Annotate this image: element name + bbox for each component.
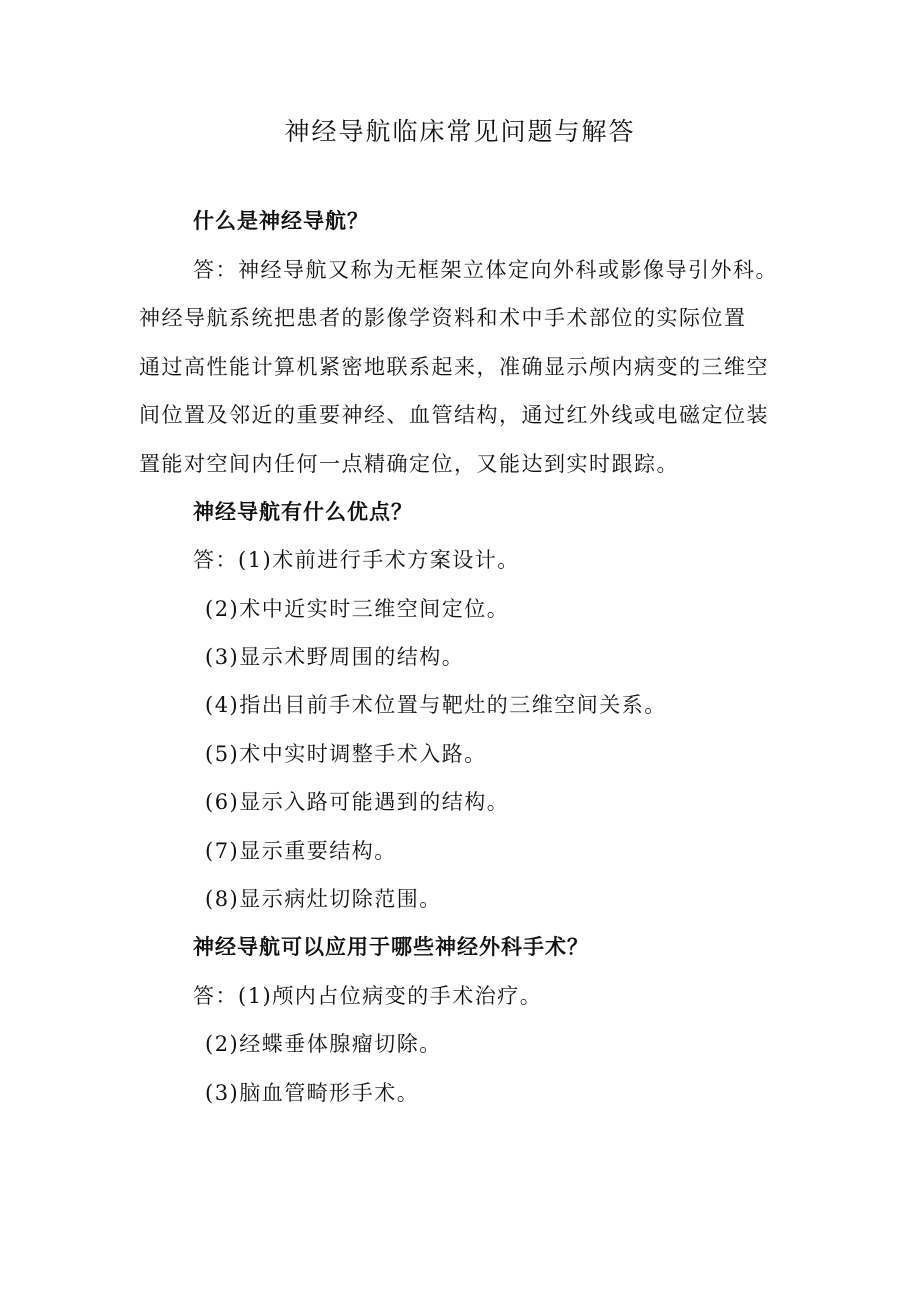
answer-line: 答：(1)术前进行手术方案设计。 (193, 548, 520, 572)
answer-line: (4)指出目前手术位置与靶灶的三维空间关系。 (205, 693, 667, 717)
question-heading: 什么是神经导航？ (193, 208, 369, 233)
answer-line: 神经导航系统把患者的影像学资料和术中手术部位的实际位置 (139, 306, 747, 330)
answer-line: (2)术中近实时三维空间定位。 (205, 597, 510, 621)
document-title: 神经导航临床常见问题与解答 (284, 117, 636, 146)
answer-line: 间位置及邻近的重要神经、血管结构，通过红外线或电磁定位装 (139, 403, 769, 427)
answer-line: 答：(1)颅内占位病变的手术治疗。 (193, 984, 543, 1008)
question-heading: 神经导航有什么优点？ (193, 499, 413, 524)
answer-line: (2)经蝶垂体腺瘤切除。 (205, 1032, 442, 1056)
answer-line: 通过高性能计算机紧密地联系起来，准确显示颅内病变的三维空 (139, 355, 769, 379)
question-heading: 神经导航可以应用于哪些神经外科手术？ (193, 934, 589, 959)
answer-line: (5)术中实时调整手术入路。 (205, 742, 487, 766)
answer-line: (3)脑血管畸形手术。 (205, 1081, 420, 1105)
answer-line: (7)显示重要结构。 (205, 839, 397, 863)
answer-line: (6)显示入路可能遇到的结构。 (205, 790, 510, 814)
answer-line: (8)显示病灶切除范围。 (205, 887, 442, 911)
answer-line: (3)显示术野周围的结构。 (205, 645, 465, 669)
answer-line: 置能对空间内任何一点精确定位，又能达到实时跟踪。 (139, 452, 679, 476)
answer-line: 答：神经导航又称为无框架立体定向外科或影像导引外科。 (193, 258, 778, 282)
